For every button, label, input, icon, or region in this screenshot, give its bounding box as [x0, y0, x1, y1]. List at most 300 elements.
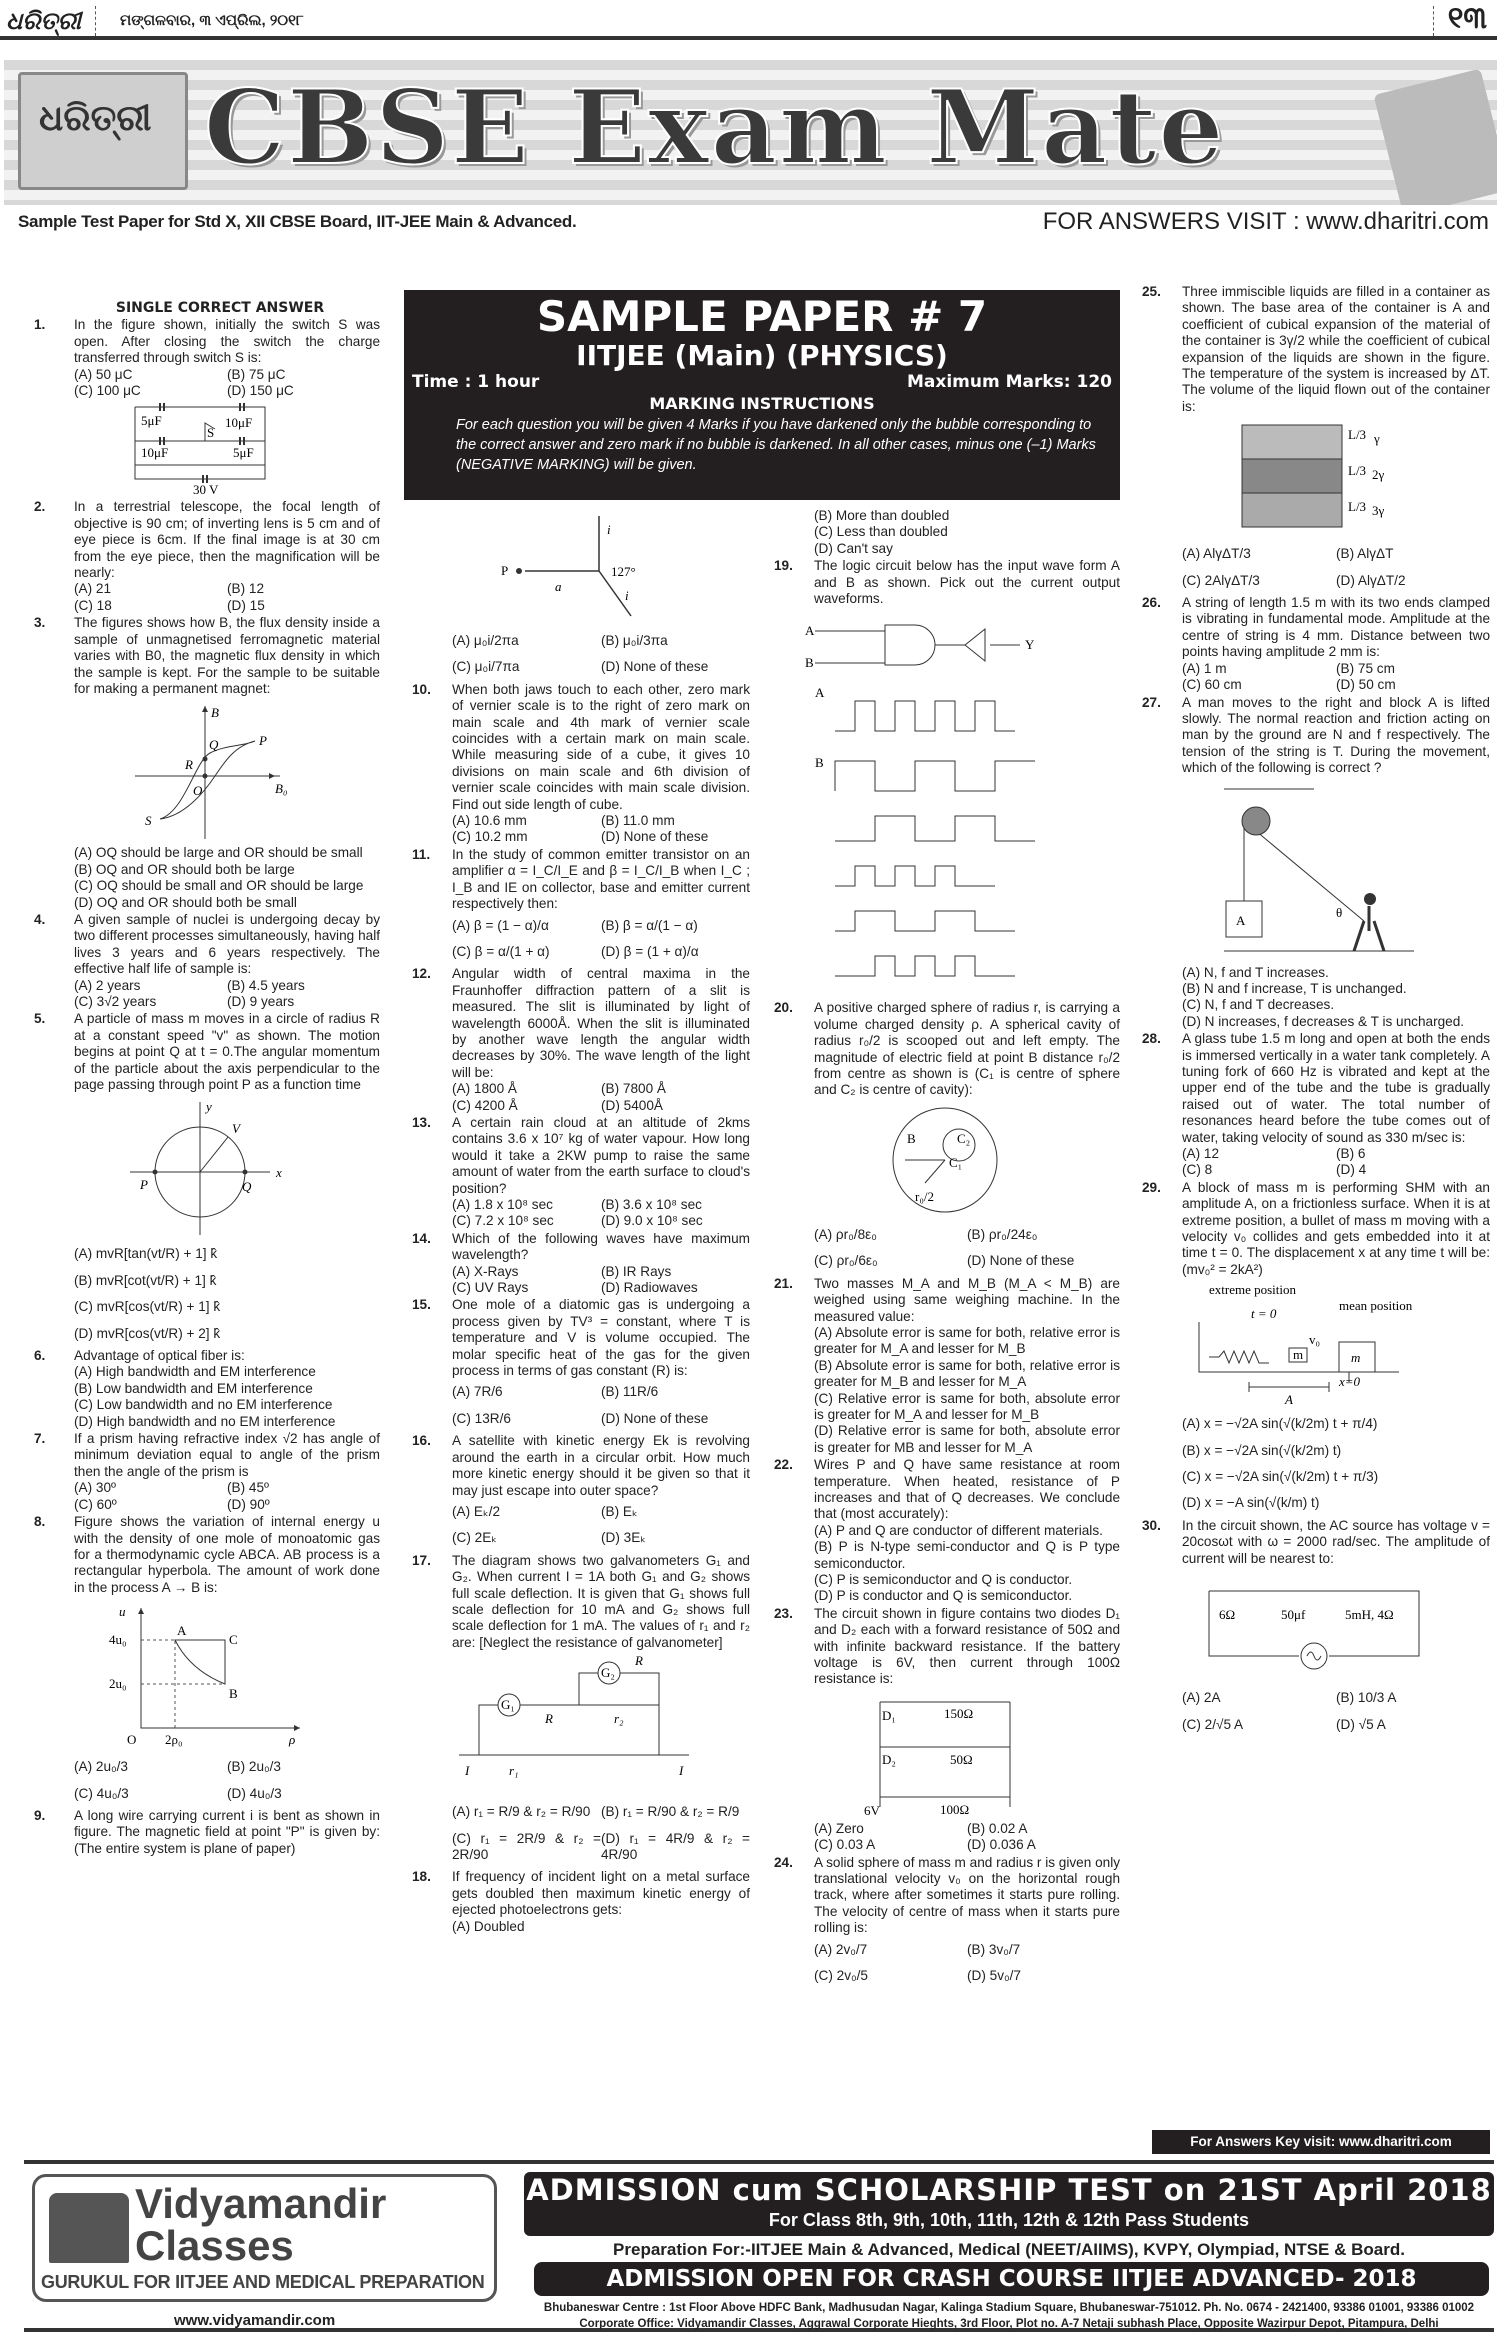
option-a[interactable]: (A) x = −√2A sin(√(k/2m) t + π/4)	[1182, 1416, 1378, 1432]
fig-label: S	[207, 425, 215, 441]
option-a[interactable]: (B) More than doubled	[814, 508, 950, 523]
question-text: One mole of a diatomic gas is undergoing a process given by TV³ = constant, where T is temperature and V is volume occupied. The molar specific heat of the gas for the given process in terms of gas constant (R) is:	[452, 1297, 750, 1379]
scholarship-banner	[524, 2172, 1494, 2236]
option-c[interactable]: (C) 2/√5 A	[1182, 1716, 1244, 1732]
question-number	[1138, 1411, 1182, 1517]
laptop-image	[18, 72, 188, 190]
question-options	[30, 1754, 380, 1807]
fig-label: B	[211, 705, 219, 721]
question-number: 20.	[774, 1000, 793, 1016]
question-options	[408, 1799, 750, 1868]
question-text: The figures shows how B, the flux density inside a sample of unmagnetised ferromagnetic material varies with B0, the magnetic flux density in which the sample is kept. For the sample to be suitable for making a permanent magnet:	[74, 615, 380, 696]
option-a[interactable]: (A) 1.8 x 10⁸ sec	[452, 1197, 553, 1212]
fig-label: P	[501, 563, 509, 578]
fig-label: P	[259, 733, 267, 749]
answer-options	[814, 1937, 1120, 1990]
brand-name-line1: Vidyamandir	[135, 2180, 387, 2227]
website-link[interactable]: www.vidyamandir.com	[174, 2312, 336, 2329]
question-text: Which of the following waves have maximum wavelength?	[452, 1230, 750, 1263]
question-number: 27.	[1142, 694, 1161, 710]
divider	[95, 6, 96, 36]
question-number: 5.	[34, 1011, 46, 1027]
scholarship-headline: ADMISSION cum SCHOLARSHIP TEST on 21ST April 2018	[526, 2173, 1492, 2207]
option-a[interactable]: (A) r₁ = R/9 & r₂ = R/90	[452, 1804, 591, 1820]
question-number: 8.	[34, 1514, 46, 1530]
spring-block-figure	[1189, 1282, 1439, 1407]
fig-label: m	[1293, 1347, 1304, 1363]
question-text: A long wire carrying current i is bent as shown in figure. The magnetic field at point "P" is given by: (The entire system is plane of paper)	[74, 1807, 380, 1856]
option-c[interactable]: (C) 2v₀/5	[814, 1968, 868, 1984]
fig-label: O	[193, 783, 203, 799]
question-number: 6.	[34, 1348, 46, 1364]
option-b[interactable]: (B) mvR[cot(vt/R) + 1] k̂	[74, 1272, 217, 1288]
option-b[interactable]: (B) 3v₀/7	[967, 1941, 1021, 1957]
question-options	[1138, 541, 1490, 594]
option-b[interactable]: (B) 11.0 mm	[601, 813, 675, 829]
option-a[interactable]: (A) mvR[tan(vt/R) + 1] k̂	[74, 1246, 218, 1262]
option-a[interactable]: (A) 2v₀/7	[814, 1941, 868, 1957]
question-text: The circuit shown in figure contains two diodes D₁ and D₂ each with a forward resistance of 50Ω and with infinite backward resistance. If the battery voltage is 6V, then current through 100Ω resistance is:	[814, 1605, 1120, 1687]
charged-sphere-figure	[885, 1103, 1005, 1218]
question-number: 14.	[412, 1230, 431, 1246]
option-b[interactable]: (B) P is N-type semi-conductor and Q is P type semiconductor.	[814, 1539, 1120, 1571]
fig-label: D₁	[882, 1707, 896, 1723]
option-b[interactable]: (C) Less than doubled	[814, 524, 948, 540]
answer-options	[74, 1241, 380, 1347]
answer-options	[74, 1364, 380, 1430]
fig-label: R	[635, 1655, 643, 1669]
option-a[interactable]: (A) OQ should be large and OR should be small	[74, 845, 363, 861]
marking-instructions: For each question you will be given 4 Marks if you have darkened only the bubble corresponding to the correct answer and zero mark if no bubble is darkened. In all other cases, minus one (–1) Marks (NEGATIVE MARKING) will be given.	[456, 417, 1096, 473]
answer-options	[452, 1197, 750, 1230]
fig-label: 10μF	[225, 415, 253, 431]
question-number	[770, 1222, 814, 1275]
question-30	[1138, 1518, 1490, 1567]
question-number	[30, 845, 74, 911]
option-c[interactable]: (C) Low bandwidth and no EM interference	[74, 1397, 333, 1413]
page-number: ୧୩	[1447, 2, 1487, 35]
option-c[interactable]: (C) 2Eₖ	[452, 1530, 498, 1546]
option-b[interactable]: (B) N and f increase, T is unchanged.	[1182, 980, 1407, 996]
question-number: 7.	[34, 1431, 46, 1447]
option-d[interactable]: (D) 150 μC	[227, 383, 294, 399]
question-number: 25.	[1142, 284, 1161, 299]
question-number	[30, 1754, 74, 1807]
answer-options	[1182, 661, 1490, 694]
eligible-classes: For Class 8th, 9th, 10th, 11th, 12th & 12th Pass Students	[768, 2210, 1250, 2230]
option-d[interactable]: (D) High bandwidth and no EM interference	[74, 1413, 336, 1429]
brand-name-line2: Classes	[135, 2222, 294, 2269]
answer-options	[814, 1523, 1120, 1605]
fig-label: mean position	[1339, 1298, 1413, 1314]
calculator-image	[1374, 69, 1497, 205]
question-3	[30, 615, 380, 697]
option-a[interactable]: (A) 30º	[74, 1480, 116, 1496]
question-text: A satellite with kinetic energy Ek is revolving around the earth in a circular orbit. How much more kinetic energy should it be given so that it may just escape into outer space?	[452, 1433, 750, 1498]
fig-label: t = 0	[1251, 1306, 1277, 1322]
option-d[interactable]: (D) 5v₀/7	[967, 1968, 1021, 1984]
question-text: If a prism having refractive index √2 has angle of minimum deviation equal to angle of the prism then the angle of the prism is	[74, 1431, 380, 1479]
option-b[interactable]: (B) 2u₀/3	[227, 1759, 281, 1775]
option-d[interactable]: (D) 50 cm	[1336, 677, 1396, 693]
option-c[interactable]: (C) 10.2 mm	[452, 829, 528, 845]
question-number: 23.	[774, 1605, 793, 1621]
option-d[interactable]: (D) N increases, f decreases & T is uncharged.	[1182, 1013, 1465, 1029]
question-number	[770, 1821, 814, 1854]
fig-label: I	[679, 1763, 684, 1779]
corporate-address: Corporate Office: Vidyamandir Classes, Aggrawal Corporate Hieghts, 3rd Floor, Plot no. A-7 Netaji subhash Place, Opposite Wazirpur Depot, Pitampura, Delhi	[579, 2318, 1439, 2330]
option-a[interactable]: (A) 1800 Å	[452, 1081, 517, 1097]
option-a[interactable]: (A) Zero	[814, 1820, 864, 1836]
fig-label: extreme position	[1209, 1282, 1297, 1298]
question-number	[1138, 1685, 1182, 1738]
fig-label: a	[555, 579, 562, 594]
fig-label: y	[206, 1099, 212, 1115]
option-d[interactable]: (D) OQ and OR should both be small	[74, 894, 297, 910]
question-number: 11.	[412, 846, 431, 862]
option-d[interactable]: (D) 15	[227, 597, 265, 613]
fig-label: i	[607, 522, 611, 537]
question-number: 28.	[1142, 1031, 1161, 1047]
question-number: 2.	[34, 499, 46, 515]
option-a[interactable]: (A) 2u₀/3	[74, 1759, 128, 1775]
option-a[interactable]: (A) 12	[1182, 1146, 1220, 1161]
option-a[interactable]: (A) AlγΔT/3	[1182, 546, 1251, 562]
vidyamandir-advertisement	[24, 2160, 1494, 2332]
option-c[interactable]: (C) N, f and T decreases.	[1182, 997, 1335, 1013]
paper-time: Time : 1 hour	[412, 372, 540, 392]
option-b[interactable]: (B) 3.6 x 10⁸ sec	[601, 1197, 702, 1212]
option-d[interactable]: (D) 0.036 A	[967, 1837, 1036, 1853]
diode-circuit-figure	[860, 1692, 1030, 1817]
question-10	[408, 682, 750, 846]
question-text: Two masses M_A and M_B (M_A < M_B) are weighed using same weighing machine. In the measured value:	[814, 1275, 1120, 1324]
option-c[interactable]: (C) x = −√2A sin(√(k/2m) t + π/3)	[1182, 1469, 1379, 1485]
option-b[interactable]: (B) Low bandwidth and EM interference	[74, 1380, 313, 1396]
option-d[interactable]: (D) AlγΔT/2	[1336, 572, 1406, 588]
question-text: The logic circuit below has the input wave form A and B as shown. Pick out the current output waveforms.	[814, 558, 1120, 607]
section-heading: SINGLE CORRECT ANSWER	[115, 300, 325, 316]
fig-label: Q	[242, 1179, 252, 1195]
column-4	[1138, 284, 1490, 1739]
answer-options	[452, 1264, 750, 1297]
answer-options	[452, 1081, 750, 1114]
option-d[interactable]: (D) β = (1 + α)/α	[601, 943, 699, 959]
option-c[interactable]: (C) 0.03 A	[814, 1837, 876, 1853]
question-number	[408, 1799, 452, 1868]
question-text: The diagram shows two galvanometers G₁ and G₂. When current I = 1A both G₁ and G₂ shows full scale deflection. It is given that G₁ shows full scale deflection for 10 mA and G₂ shows full scale deflection for 1 mA. The values of r₁ and r₂ are: [Neglect the resistance of galvanometer]	[452, 1552, 750, 1650]
answer-options	[1182, 541, 1490, 594]
option-a[interactable]: (A) 50 μC	[74, 366, 133, 382]
question-options	[1138, 965, 1490, 1031]
fig-label: r₁	[509, 1763, 519, 1779]
fig-label: Q	[209, 737, 219, 753]
option-a[interactable]: (A) High bandwidth and EM interference	[74, 1364, 316, 1380]
option-c[interactable]: (C) 4200 Å	[452, 1097, 518, 1113]
question-13	[408, 1115, 750, 1230]
fig-label: B	[229, 1686, 238, 1702]
option-d[interactable]: (D) 4u₀/3	[227, 1785, 282, 1801]
option-c[interactable]: (C) β = α/(1 + α)	[452, 943, 550, 959]
option-d[interactable]: (D) P is conductor and Q is semiconductor.	[814, 1588, 1073, 1604]
option-b[interactable]: (B) OQ and OR should both be large	[74, 861, 295, 877]
vidyamandir-logo	[32, 2174, 497, 2302]
option-a[interactable]: (A) N, f and T increases.	[1182, 964, 1329, 980]
option-a[interactable]: (A) Eₖ/2	[452, 1503, 501, 1519]
option-a[interactable]: (A) 2A	[1182, 1690, 1221, 1706]
option-d[interactable]: (D) 9 years	[227, 993, 295, 1009]
fig-label: S	[145, 813, 152, 829]
option-a[interactable]: (A) 21	[74, 581, 112, 597]
option-a[interactable]: (A) β = (1 − α)/α	[452, 917, 549, 933]
cbse-exam-mate-banner	[4, 60, 1497, 205]
option-c[interactable]: (C) Relative error is same for both, absolute error is greater for M_A and lesser for M_B	[814, 1390, 1120, 1422]
question-number	[1138, 541, 1182, 594]
option-b[interactable]: (B) 75 cm	[1336, 660, 1395, 676]
option-c[interactable]: (C) 3√2 years	[74, 993, 157, 1009]
fig-label: 5μF	[233, 445, 254, 461]
fig-label: x=0	[1339, 1374, 1361, 1390]
question-text: A string of length 1.5 m with its two ends clamped is vibrating in fundamental mode. Amplitude at the centre of string is 4 mm. Distance between two points having amplitude 2 mm is:	[1182, 595, 1490, 660]
option-d[interactable]: (D) None of these	[967, 1253, 1075, 1269]
option-c[interactable]: (C) 2AlγΔT/3	[1182, 572, 1260, 588]
question-7	[30, 1431, 380, 1513]
question-text: A given sample of nuclei is undergoing decay by two different processes simultaneously, having half lives 3 years and 6 years respectively. The effective half life of sample is:	[74, 911, 380, 977]
question-number: 15.	[412, 1297, 431, 1313]
question-22	[770, 1457, 1120, 1605]
question-text: A glass tube 1.5 m long and open at both the ends is immersed vertically in a water tank completely. A tuning fork of 660 Hz is vibrated and kept at the upper end of the tube and the tube is gradually raised out of water. The total number of resonances heard before the tube comes out of water, taking velocity of sound as 330 m/sec is:	[1182, 1031, 1490, 1145]
option-d[interactable]: (D) Relative error is same for both, absolute error is greater for MB and lesser for M_A	[814, 1423, 1120, 1455]
option-c[interactable]: (C) 60º	[74, 1496, 117, 1512]
option-b[interactable]: (B) AlγΔT	[1336, 546, 1394, 562]
option-a[interactable]: (A) ρr₀/8ε₀	[814, 1226, 877, 1242]
question-number: 4.	[34, 911, 46, 927]
question-text: In the figure shown, initially the switch S was open. After closing the switch the charge transferred through switch S is:	[74, 317, 380, 366]
fig-label: D₂	[882, 1751, 896, 1767]
option-b[interactable]: (B) x = −√2A sin(√(k/2m) t)	[1182, 1442, 1342, 1458]
option-b[interactable]: (B) 75 μC	[227, 366, 286, 382]
option-a[interactable]: (A) Doubled	[452, 1918, 525, 1934]
option-c[interactable]: (C) r₁ = 2R/9 & r₂ = 2R/90	[452, 1830, 601, 1862]
option-b[interactable]: (B) 0.02 A	[967, 1820, 1028, 1836]
question-number: 1.	[34, 317, 46, 333]
option-a[interactable]: (A) 10.6 mm	[452, 813, 527, 829]
fig-label: L/3	[1348, 427, 1367, 443]
option-b[interactable]: (B) 7800 Å	[601, 1081, 666, 1097]
option-b[interactable]: (B) β = α/(1 − α)	[601, 917, 698, 933]
fig-label: C	[229, 1632, 238, 1648]
fig-label: 2ρ₀	[165, 1732, 183, 1748]
option-b[interactable]: (B) Eₖ	[601, 1503, 638, 1519]
option-b[interactable]: (B) r₁ = R/90 & r₂ = R/9	[601, 1804, 740, 1820]
answers-link[interactable]: FOR ANSWERS VISIT : www.dharitri.com	[1042, 208, 1489, 235]
question-17	[408, 1553, 750, 1651]
question-5	[30, 1011, 380, 1093]
fig-label: m	[1351, 1350, 1361, 1366]
option-b[interactable]: (B) 4.5 years	[227, 977, 305, 993]
answer-options	[74, 581, 380, 614]
option-c[interactable]: (C) ρr₀/6ε₀	[814, 1253, 878, 1269]
question-number: 18.	[412, 1869, 431, 1885]
option-c[interactable]: (C) 100 μC	[74, 383, 141, 399]
option-d[interactable]: (D) Radiowaves	[601, 1280, 698, 1296]
question-number: 22.	[774, 1457, 793, 1473]
question-number	[1138, 965, 1182, 1031]
option-d[interactable]: (D) mvR[cos(vt/R) + 2] k̂	[74, 1325, 221, 1341]
answer-options	[74, 978, 380, 1011]
logic-circuit-waveform-figure	[795, 611, 1095, 996]
fig-label: γ	[1374, 431, 1380, 447]
option-b[interactable]: (B) IR Rays	[601, 1263, 672, 1279]
fig-label: B	[815, 755, 824, 771]
option-a[interactable]: (A) 2 years	[74, 977, 141, 993]
option-a[interactable]: (A) μ₀i/2πa	[452, 633, 519, 648]
option-c[interactable]: (C) 7.2 x 10⁸ sec	[452, 1213, 554, 1229]
fig-label: 10μF	[141, 445, 169, 461]
galvanometer-circuit-figure	[449, 1655, 709, 1795]
question-options	[1138, 1411, 1490, 1517]
option-d[interactable]: (D) 90º	[227, 1496, 270, 1512]
fig-label: L/3	[1348, 499, 1367, 515]
question-18	[408, 1869, 750, 1935]
answer-options	[814, 1821, 1120, 1854]
question-number: 12.	[412, 966, 431, 982]
fig-label: V	[232, 1121, 240, 1137]
question-23	[770, 1606, 1120, 1688]
question-text: Three immiscible liquids are filled in a container as shown. The base area of the container is A and coefficient of cubical expansion of the material of the container is 3γ/2 while the coefficient of cubical expansion of the liquids are shown in the figure. The temperature of the system is increased by ΔT. The volume of the liquid flown out of the container is:	[1182, 284, 1490, 414]
fig-label: C₁	[949, 1154, 963, 1170]
question-21	[770, 1276, 1120, 1456]
question-number: 29.	[1142, 1179, 1161, 1195]
option-a[interactable]: (A) 1 m	[1182, 660, 1227, 676]
answer-options	[452, 1919, 750, 1935]
option-c[interactable]: (C) UV Rays	[452, 1280, 529, 1296]
option-d[interactable]: (D) None of these	[601, 659, 709, 675]
question-8	[30, 1514, 380, 1596]
fig-label: 5mH, 4Ω	[1345, 1607, 1394, 1623]
fig-label: L/3	[1348, 463, 1367, 479]
option-c[interactable]: (D) Can't say	[814, 540, 893, 556]
option-c[interactable]: (C) 8	[1182, 1162, 1213, 1178]
option-d[interactable]: (D) √5 A	[1336, 1716, 1386, 1732]
book-icon	[49, 2193, 129, 2263]
option-d[interactable]: (D) 5400Å	[601, 1097, 663, 1113]
brand-tagline: GURUKUL FOR IITJEE AND MEDICAL PREPARATION	[41, 2272, 485, 2292]
question-text: A certain rain cloud at an altitude of 2kms contains 3.6 x 10⁷ kg of water vapour. How long would it take a 2KW pump to raise the same amount of water from the earth surface to cloud's position?	[452, 1114, 750, 1196]
option-b[interactable]: (B) 12	[227, 581, 265, 597]
question-text: Figure shows the variation of internal energy u with the density of one mole of monoatomic gas for a thermodynamic cycle ABCA. AB process is a rectangular hyperbola. The amount of work done in the process A → B is:	[74, 1514, 380, 1595]
fig-label: A	[177, 1623, 187, 1639]
banner-title: CBSE Exam Mate	[204, 68, 1226, 188]
option-b[interactable]: (B) Absolute error is same for both, relative error is greater for M_B and lesser for M_A	[814, 1357, 1120, 1390]
fig-label: I	[465, 1763, 470, 1779]
option-d[interactable]: (D) None of these	[601, 829, 709, 845]
fig-label: B	[805, 655, 814, 671]
option-c[interactable]: (C) P is semiconductor and Q is conductor.	[814, 1572, 1073, 1587]
option-d[interactable]: (D) None of these	[601, 1410, 709, 1426]
option-b[interactable]: (B) 10/3 A	[1336, 1690, 1397, 1706]
question-options	[770, 1821, 1120, 1854]
hysteresis-loop-figure	[115, 701, 295, 841]
fig-label: 2γ	[1372, 467, 1385, 483]
question-text: A particle of mass m moves in a circle of radius R at a constant speed "v" as shown. The motion begins at point Q at t = 0.The angular momentum of the particle about the axis perpendicular to the page passing through point P as a function time	[74, 1011, 380, 1092]
option-b[interactable]: (B) 6	[1336, 1146, 1366, 1161]
answer-key-link[interactable]: For Answers Key visit: www.dharitri.com	[1152, 2130, 1490, 2154]
option-c[interactable]: (C) 4u₀/3	[74, 1785, 129, 1801]
question-number: 10.	[412, 681, 431, 697]
option-a[interactable]: (A) Absolute error is same for both, relative error is greater for M_A and lesser for M_B	[814, 1324, 1120, 1357]
answer-options	[1182, 1146, 1490, 1179]
capacitor-circuit-figure	[115, 403, 295, 495]
option-c[interactable]: (C) OQ should be small and OR should be large	[74, 878, 364, 894]
question-9	[30, 1808, 380, 1857]
option-b[interactable]: (B) 11R/6	[601, 1384, 659, 1400]
question-text: Angular width of central maxima in the Fraunhoffer diffraction pattern of a slit is measured. The slit is illuminated by light of wavelength 6000Å. When the slit is illuminated by another wave length the angular width decreases by 30%. The wave length of the light will be:	[452, 966, 750, 1080]
option-c[interactable]: (C) μ₀i/7πa	[452, 659, 520, 675]
option-b[interactable]: (B) 45º	[227, 1480, 269, 1496]
fig-label: i	[625, 588, 629, 603]
option-d[interactable]: (D) 9.0 x 10⁸ sec	[601, 1213, 703, 1229]
fig-label: 3γ	[1372, 503, 1385, 519]
question-options	[770, 508, 1120, 557]
fig-label: 6V	[864, 1802, 880, 1817]
answer-options	[452, 628, 750, 681]
circular-motion-figure	[120, 1097, 290, 1237]
preparation-list: Preparation For:-IITJEE Main & Advanced, Medical (NEET/AIIMS), KVPY, Olympiad, NTSE & Board.	[613, 2240, 1405, 2259]
question-6	[30, 1348, 380, 1430]
option-a[interactable]: (A) X-Rays	[452, 1263, 519, 1279]
answer-options	[452, 1799, 750, 1868]
option-b[interactable]: (B) μ₀i/3πa	[601, 633, 668, 648]
option-a[interactable]: (A) 7R/6	[452, 1384, 503, 1400]
option-d[interactable]: (D) r₁ = 4R/9 & r₂ = 4R/90	[601, 1830, 750, 1862]
option-c[interactable]: (C) 60 cm	[1182, 677, 1242, 693]
option-a[interactable]: (A) P and Q are conductor of different materials.	[814, 1522, 1103, 1538]
question-1	[30, 317, 380, 399]
option-d[interactable]: (D) 4	[1336, 1162, 1367, 1178]
question-options	[1138, 1685, 1490, 1738]
option-d[interactable]: (D) 3Eₖ	[601, 1530, 647, 1546]
fig-label: 4u₀	[109, 1632, 127, 1648]
paper-max-marks: Maximum Marks: 120	[906, 372, 1112, 392]
question-text: In a terrestrial telescope, the focal length of objective is 90 cm; of inverting lens is 5 cm and of eye piece is 6cm. If the final image is at 30 cm from the eye piece, then the magnification will be nearly:	[74, 499, 380, 581]
fig-label: 50μf	[1281, 1607, 1306, 1623]
option-d[interactable]: (D) x = −A sin(√(k/m) t)	[1182, 1495, 1320, 1511]
fig-label: 50Ω	[950, 1751, 973, 1767]
question-14	[408, 1231, 750, 1297]
fig-label: A	[1236, 912, 1246, 928]
fig-label: ρ	[289, 1732, 296, 1748]
option-c[interactable]: (C) mvR[cos(vt/R) + 1] k̂	[74, 1299, 221, 1315]
paper-subject: IITJEE (Main) (PHYSICS)	[576, 339, 948, 372]
fig-label: 5μF	[141, 413, 162, 429]
question-number: 13.	[412, 1114, 431, 1130]
option-c[interactable]: (C) 13R/6	[452, 1410, 511, 1426]
masthead	[0, 0, 1497, 40]
fig-label: R	[545, 1711, 553, 1727]
question-number: 19.	[774, 558, 793, 574]
answer-options	[1182, 1685, 1490, 1738]
answer-options	[814, 508, 1120, 557]
question-options	[30, 1241, 380, 1347]
fig-label: A	[815, 685, 825, 701]
option-c[interactable]: (C) 18	[74, 597, 112, 613]
option-b[interactable]: (B) ρr₀/24ε₀	[967, 1226, 1038, 1242]
banner-subtitle: Sample Test Paper for Std X, XII CBSE Board, IIT-JEE Main & Advanced.	[18, 212, 577, 231]
answer-options	[452, 913, 750, 966]
question-text: Wires P and Q have same resistance at room temperature. When heated, resistance of P increases and that of Q decreases. We conclude that (most accurately):	[814, 1457, 1120, 1522]
liquid-container-figure	[1234, 419, 1394, 537]
